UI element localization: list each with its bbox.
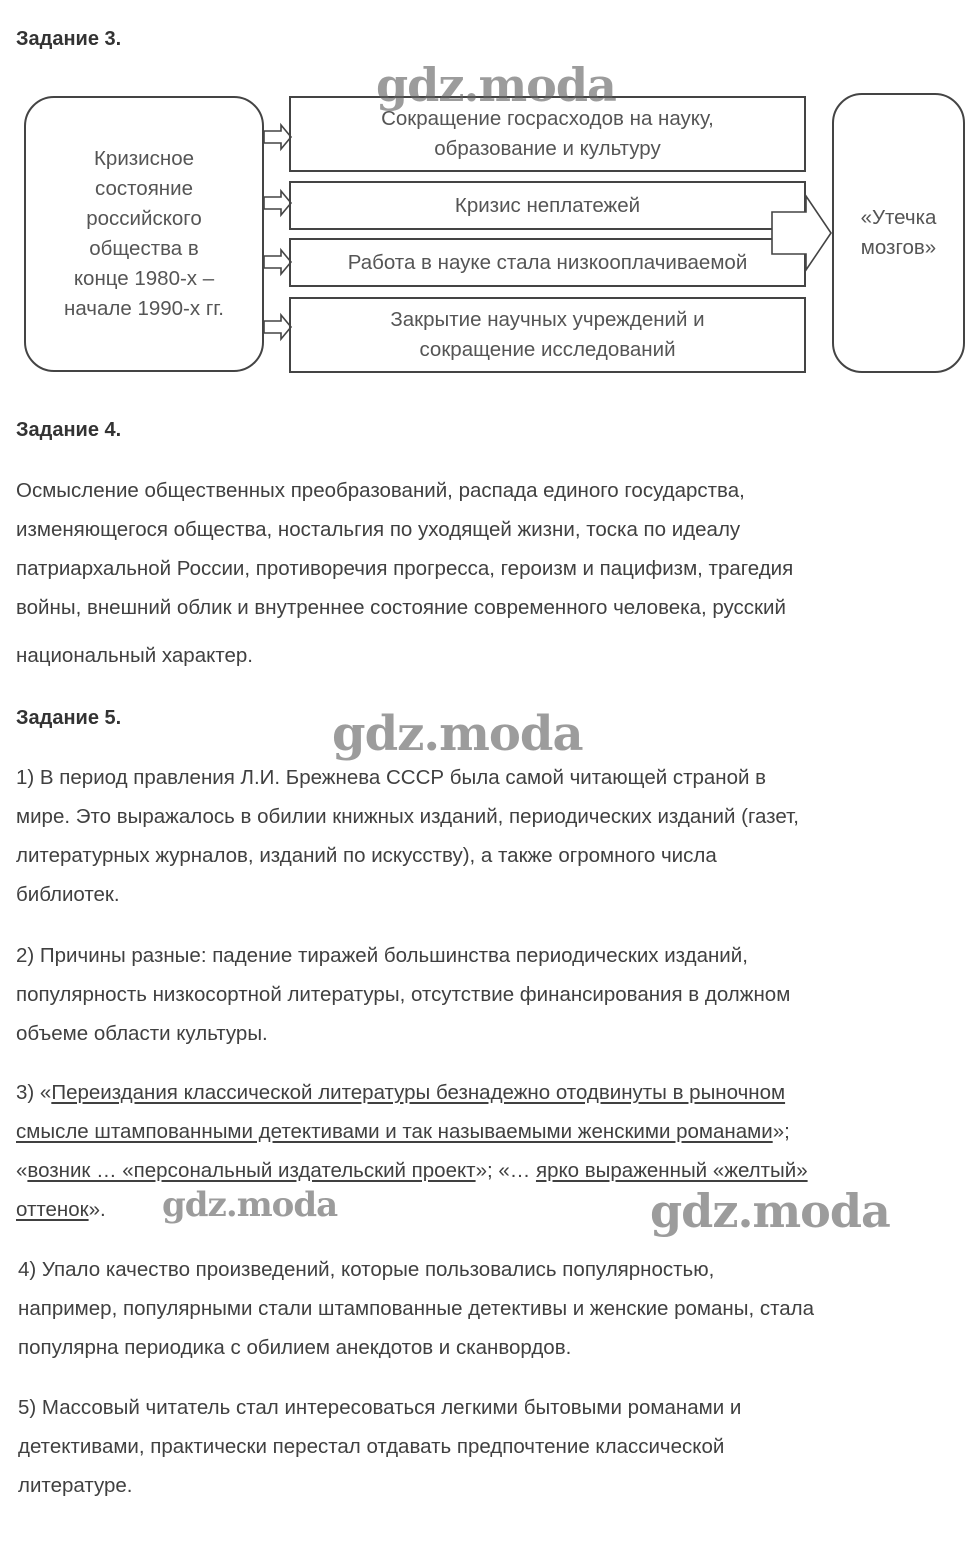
hollow-arrow-icon — [264, 250, 291, 274]
text-line: 5) Массовый читатель стал интересоваться легкими бытовыми романами и — [18, 1396, 742, 1419]
text-segment: « — [16, 1159, 28, 1182]
cause-line: Закрытие научных учреждений и — [390, 308, 705, 331]
text-line: например, популярными стали штампованные детективы и женские романы, стала — [18, 1297, 815, 1320]
cause-line: Работа в науке стала низкооплачиваемой — [347, 250, 748, 274]
text-line: литературе. — [18, 1474, 133, 1497]
source-line: общества в — [89, 237, 199, 260]
text-line — [16, 1073, 956, 1112]
cause-line: Кризис неплатежей — [454, 193, 641, 217]
task5-item-2 — [16, 936, 956, 1053]
source-line: начале 1990-х гг. — [64, 297, 224, 320]
cause-line: образование и культуру — [434, 137, 661, 160]
text-segment: ». — [88, 1198, 106, 1221]
text-line: мире. Это выражалось в обилии книжных изданий, периодических изданий (газет, — [16, 805, 799, 828]
text-segment: »; — [772, 1120, 790, 1143]
task5-heading: Задание 5. — [16, 707, 122, 729]
big-hollow-arrow-icon — [772, 196, 831, 270]
quote-underlined: ярко выраженный «желтый» — [535, 1159, 808, 1182]
text-line: войны, внешний облик и внутреннее состояние современного человека, русский — [16, 596, 786, 619]
text-line: популярна периодика с обилием анекдотов и сканвордов. — [18, 1336, 572, 1359]
result-line: «Утечка — [860, 206, 937, 229]
watermark: gdz.moda — [162, 1185, 338, 1225]
quote-underlined: оттенок — [16, 1198, 89, 1221]
task5-item-5 — [18, 1388, 958, 1505]
source-line: конце 1980-х – — [73, 267, 215, 290]
text-line: популярность низкосортной литературы, отсутствие финансирования в должном — [16, 983, 791, 1006]
text-segment: »; «… — [475, 1159, 536, 1182]
quote-underlined: Переиздания классической литературы безнадежно отодвинуты в рыночном — [51, 1081, 786, 1104]
task4-heading: Задание 4. — [16, 419, 122, 441]
source-line: Кризисное — [93, 147, 195, 170]
source-line: российского — [86, 207, 202, 230]
task5-item-1 — [16, 758, 956, 914]
task3-heading: Задание 3. — [16, 28, 122, 50]
cause-line: сокращение исследований — [419, 338, 676, 361]
text-line: Осмысление общественных преобразований, распада единого государства, — [16, 479, 745, 502]
text-line: объеме области культуры. — [16, 1022, 268, 1045]
hollow-arrow-icon — [264, 191, 291, 215]
source-line: состояние — [95, 177, 193, 200]
text-line: национальный характер. — [16, 644, 253, 667]
text-segment: 3) « — [16, 1081, 52, 1104]
quote-underlined: смысле штампованными детективами и так называемыми женскими романами — [16, 1120, 773, 1143]
watermark: gdz.moda — [376, 58, 616, 112]
hollow-arrow-icon — [264, 125, 291, 149]
task5-item-4 — [18, 1250, 958, 1367]
text-line: 4) Упало качество произведений, которые пользовались популярностью, — [18, 1258, 715, 1281]
cause-line: Сокращение госрасходов на науку, — [381, 107, 714, 130]
hollow-arrow-icon — [264, 315, 291, 339]
text-line — [16, 1112, 956, 1151]
text-line: 2) Причины разные: падение тиражей большинства периодических изданий, — [16, 944, 748, 967]
result-line: мозгов» — [860, 236, 937, 259]
text-line: изменяющегося общества, ностальгия по уходящей жизни, тоска по идеалу — [16, 518, 741, 541]
text-line: литературных журналов, изданий по искусству), а также огромного числа — [16, 844, 717, 867]
text-line: 1) В период правления Л.И. Брежнева СССР была самой читающей страной в — [16, 766, 767, 789]
quote-underlined: возник … «персональный издательский проект — [27, 1159, 476, 1182]
task4-text — [16, 471, 956, 675]
text-line: патриархальной России, противоречия прогресса, героизм и пацифизм, трагедия — [16, 557, 794, 580]
watermark: gdz.moda — [332, 706, 583, 762]
text-line: библиотек. — [16, 883, 120, 906]
watermark: gdz.moda — [650, 1184, 890, 1238]
text-line: детективами, практически перестал отдавать предпочтение классической — [18, 1435, 725, 1458]
